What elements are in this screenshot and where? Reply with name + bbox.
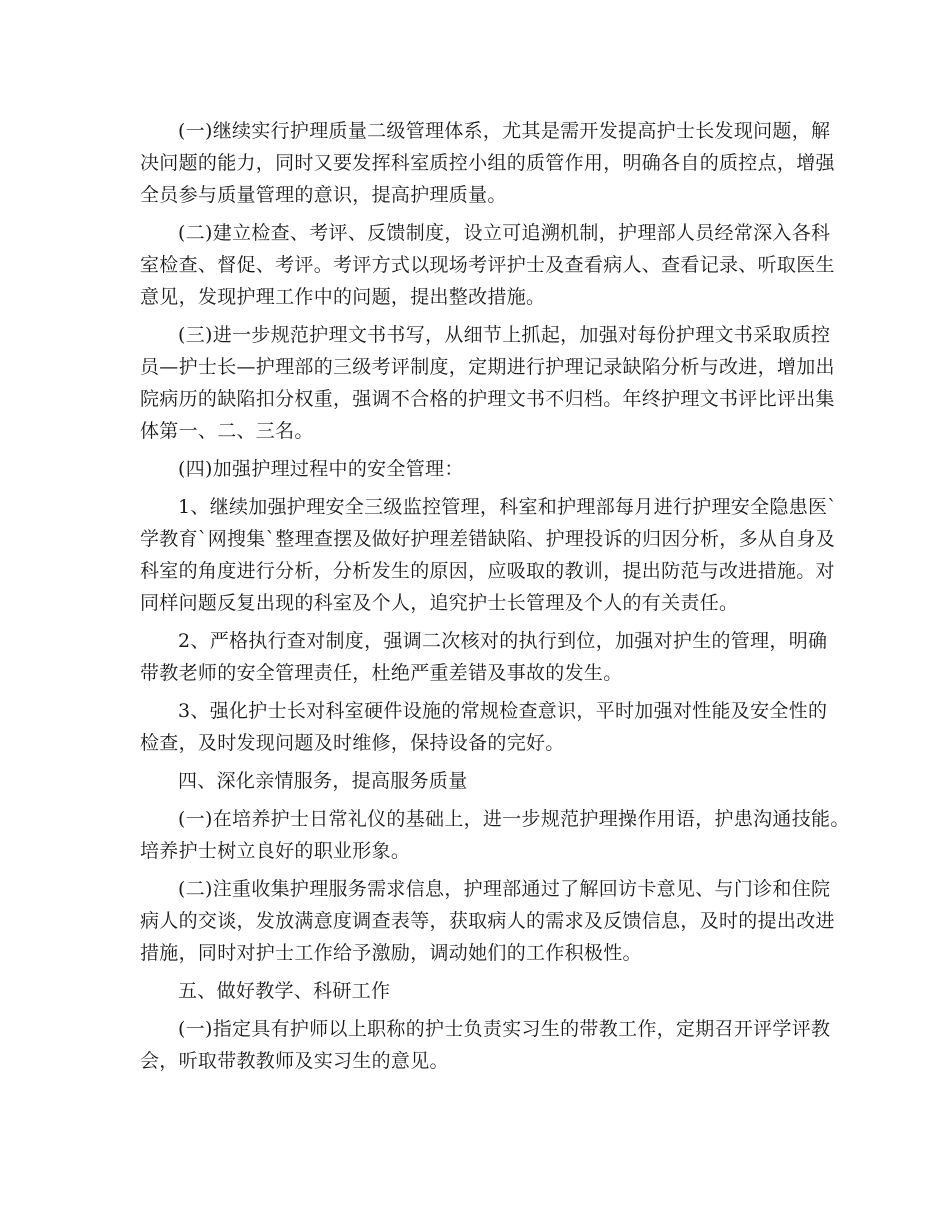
text-line: 会，听取带教教师及实习生的意见。 [140,1050,449,1072]
text-line: 2、严格执行查对制度，强调二次核对的执行到位，加强对护生的管理，明确 [178,630,828,652]
text-line: 1、继续加强护理安全三级监控管理，科室和护理部每月进行护理安全隐患医` [178,496,838,518]
text-line: 科室的角度进行分析，分析发生的原因，应吸取的教训，提出防范与改进措施。对 [140,560,835,582]
paragraph-service-feedback [140,873,835,969]
section-subheading: (四)加强护理过程中的安全管理： [178,458,464,480]
section-heading: 四、深化亲情服务，提高服务质量 [178,770,468,792]
paragraph-safety-item-3 [140,695,828,759]
text-line: 同样问题反复出现的科室及个人，追究护士长管理及个人的有关责任。 [140,592,739,614]
paragraph-section-four-heading [140,765,820,797]
text-line: 3、强化护士长对科室硬件设施的常规检查意识，平时加强对性能及安全性的 [178,700,828,722]
paragraph-section-five-heading [140,975,820,1007]
text-line: 院病历的缺陷扣分权重，强调不合格的护理文书不归档。年终护理文书评比评出集 [140,388,835,410]
text-line: 室检查、督促、考评。考评方式以现场考评护士及查看病人、查看记录、听取医生 [140,254,835,276]
paragraph-safety-heading [140,453,820,485]
paragraph-etiquette [140,803,850,867]
paragraph-quality-system [140,115,835,211]
text-line: (三)进一步规范护理文书书写，从细节上抓起，加强对每份护理文书采取质控 [178,324,831,346]
text-line: 带教老师的安全管理责任，杜绝严重差错及事故的发生。 [140,662,623,684]
text-line: (二)注重收集护理服务需求信息，护理部通过了解回访卡意见、与门诊和住院 [178,878,831,900]
text-line: 培养护士树立良好的职业形象。 [140,840,411,862]
paragraph-inspection-system [140,217,835,313]
document-body [140,115,850,1077]
paragraph-safety-item-1 [140,491,838,619]
text-line: 意见，发现护理工作中的问题，提出整改措施。 [140,286,546,308]
text-line: 病人的交谈，发放满意度调查表等，获取病人的需求及反馈信息，及时的提出改进 [140,910,835,932]
text-line: (一)在培养护士日常礼仪的基础上，进一步规范护理操作用语，护患沟通技能。 [178,808,850,830]
text-line: 员—护士长—护理部的三级考评制度，定期进行护理记录缺陷分析与改进，增加出 [140,356,835,378]
paragraph-teaching [140,1013,831,1077]
section-heading: 五、做好教学、科研工作 [178,980,391,1002]
paragraph-safety-item-2 [140,625,828,689]
text-line: (二)建立检查、考评、反馈制度，设立可追溯机制，护理部人员经常深入各科 [178,222,831,244]
text-line: 决问题的能力，同时又要发挥科室质控小组的质管作用，明确各自的质控点，增强 [140,152,835,174]
text-line: (一)指定具有护师以上职称的护士负责实习生的带教工作，定期召开评学评教 [178,1018,831,1040]
text-line: 学教育`网搜集`整理查摆及做好护理差错缺陷、护理投诉的归因分析，多从自身及 [140,528,836,550]
text-line: 措施，同时对护士工作给予激励，调动她们的工作积极性。 [140,942,642,964]
text-line: 检查，及时发现问题及时维修，保持设备的完好。 [140,732,565,754]
paragraph-nursing-documents [140,319,835,447]
text-line: 全员参与质量管理的意识，提高护理质量。 [140,184,507,206]
text-line: (一)继续实行护理质量二级管理体系，尤其是需开发提高护士长发现问题，解 [178,120,831,142]
text-line: 体第一、二、三名。 [140,420,314,442]
